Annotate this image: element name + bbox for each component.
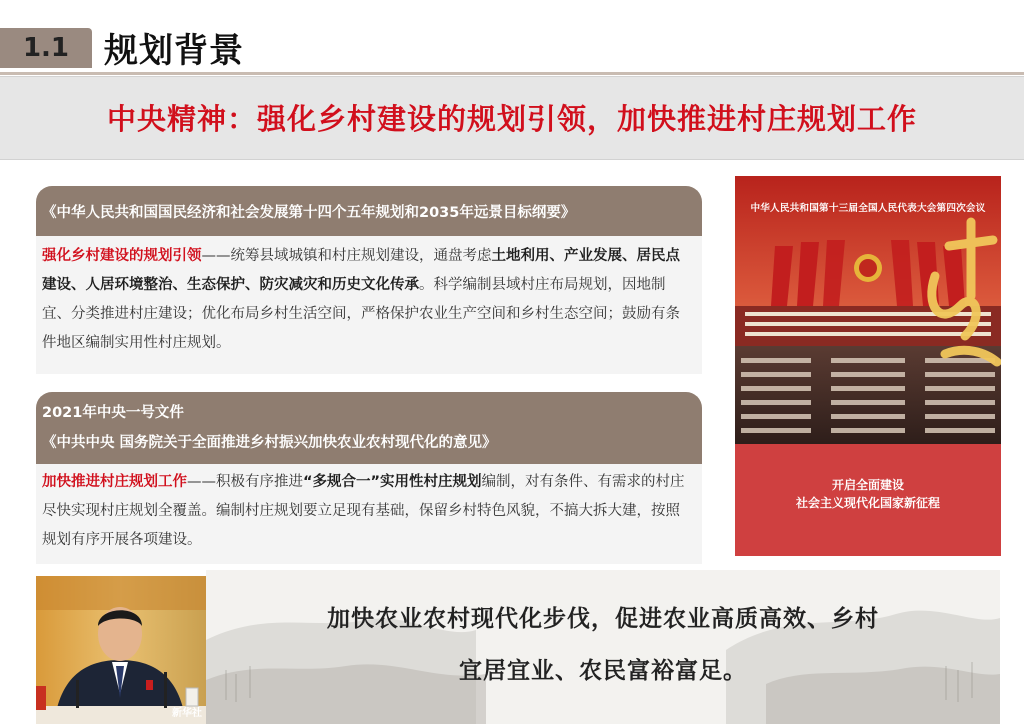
photo-watermark: 新华社 bbox=[172, 708, 202, 719]
card1-lead: 强化乡村建设的规划引领 bbox=[42, 248, 202, 264]
card1-body bbox=[36, 236, 702, 374]
quote-line1: 加快农业农村现代化步伐，促进农业高质高效、乡村 bbox=[327, 605, 879, 632]
card2-heading-line2: 《中共中央 国务院关于全面推进乡村振兴加快农业农村现代化的意见》 bbox=[42, 435, 497, 451]
header-divider bbox=[0, 72, 1024, 75]
landscape-painting bbox=[206, 570, 1000, 724]
section-number: 1.1 bbox=[0, 28, 92, 68]
card2-bold: “多规合一”实用性村庄规划 bbox=[303, 474, 482, 490]
card2-text2: 编制，对有条件、有需求的村庄尽快实现村庄规划全覆盖。编制村庄规划要立足现有基础，保留乡村特色风貌，不搞大拆大建，按照规划有序开展各项建设。 bbox=[42, 474, 685, 548]
card2-heading bbox=[36, 392, 702, 464]
card2-heading-line1: 2021年中央一号文件 bbox=[42, 405, 184, 421]
congress-poster bbox=[735, 176, 1001, 556]
card1-heading-text: 《中华人民共和国国民经济和社会发展第十四个五年规划和2035年远景目标纲要》 bbox=[42, 204, 576, 221]
poster-title: 中华人民共和国第十三届全国人民代表大会第四次会议 bbox=[750, 203, 986, 214]
leader-photo bbox=[36, 576, 206, 724]
card2-text1: ——积极有序推进 bbox=[187, 474, 303, 490]
card1-heading bbox=[36, 186, 702, 236]
section-title: 规划背景 bbox=[104, 30, 244, 71]
poster-caption-line1: 开启全面建设 bbox=[831, 478, 904, 492]
banner-title: 中央精神：强化乡村建设的规划引领，加快推进村庄规划工作 bbox=[106, 101, 917, 136]
congress-hall-photo bbox=[735, 176, 1001, 444]
card1-text1: ——统筹县域城镇和村庄规划建设，通盘考虑 bbox=[201, 248, 492, 264]
poster-caption-line2: 社会主义现代化国家新征程 bbox=[795, 496, 940, 510]
card2-lead: 加快推进村庄规划工作 bbox=[42, 474, 187, 490]
card1-text2: 。科学编制县域村庄布局规划，因地制宜、分类推进村庄建设；优化布局乡村生活空间，严格保护农业生产空间和乡村生态空间；鼓励有条件地区编制实用性村庄规划。 bbox=[42, 277, 680, 351]
card2-body bbox=[36, 464, 702, 564]
card1-bold: 土地利用、产业发展、居民点建设、人居环境整治、生态保护、防灾减灾和历史文化传承 bbox=[42, 248, 680, 293]
quote-line2: 宜居宜业、农民富裕富足。 bbox=[459, 657, 747, 684]
